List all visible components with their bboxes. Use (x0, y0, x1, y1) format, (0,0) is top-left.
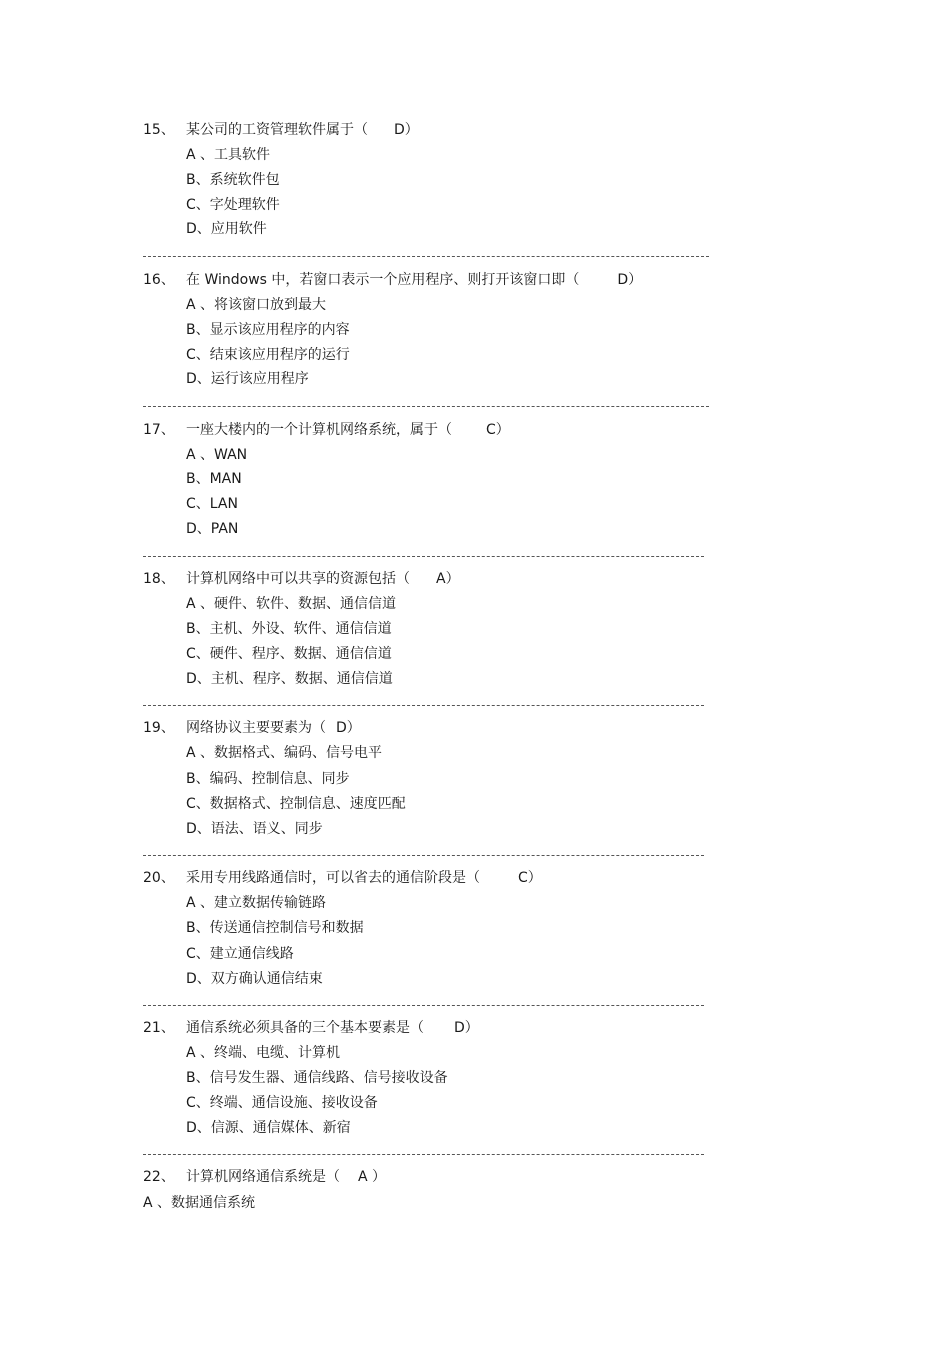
question-stem (186, 120, 419, 140)
separator-line (143, 705, 704, 706)
option: D、运行该应用程序 (186, 371, 309, 387)
question-answer: C） (486, 422, 510, 438)
separator-line (143, 1154, 704, 1155)
question-text: 采用专用线路通信时，可以省去的通信阶段是（ (186, 870, 480, 886)
question-number: 21、 (143, 1020, 175, 1036)
question-number: 15、 (143, 122, 175, 138)
question-number: 17、 (143, 422, 175, 438)
option: A 、工具软件 (186, 147, 271, 163)
question-answer: A ） (358, 1169, 387, 1185)
option: C、LAN (186, 496, 238, 512)
question-number: 22、 (143, 1169, 175, 1185)
option: C、字处理软件 (186, 197, 280, 213)
question-text: 网络协议主要要素为（ (186, 720, 326, 736)
option: C、硬件、程序、数据、通信信道 (186, 646, 392, 662)
question-stem (186, 718, 361, 738)
question-answer: D） (617, 272, 643, 288)
separator-line (143, 256, 709, 257)
question-stem (186, 270, 642, 290)
question-number: 20、 (143, 870, 175, 886)
option: A 、数据格式、编码、信号电平 (186, 745, 383, 761)
option: D、应用软件 (186, 221, 267, 237)
option: B、系统软件包 (186, 172, 280, 188)
option: C、终端、通信设施、接收设备 (186, 1095, 378, 1111)
separator-line (143, 406, 709, 407)
separator-line (143, 855, 704, 856)
option: A 、终端、电缆、计算机 (186, 1045, 341, 1061)
question-number: 18、 (143, 571, 175, 587)
question-stem (186, 420, 510, 440)
question-text: 通信系统必须具备的三个基本要素是（ (186, 1020, 424, 1036)
question-stem (186, 569, 460, 589)
question-text: 一座大楼内的一个计算机网络系统，属于（ (186, 422, 452, 438)
question-text: 计算机网络通信系统是（ (186, 1169, 340, 1185)
option: D、PAN (186, 521, 239, 537)
option: D、信源、通信媒体、新宿 (186, 1120, 351, 1136)
question-answer: A） (436, 571, 460, 587)
option: A 、硬件、软件、数据、通信信道 (186, 596, 397, 612)
option: B、主机、外设、软件、通信信道 (186, 621, 392, 637)
option: A 、将该窗口放到最大 (186, 297, 327, 313)
option: C、建立通信线路 (186, 946, 294, 962)
separator-line (143, 1005, 704, 1006)
option: B、传送通信控制信号和数据 (186, 920, 364, 936)
question-text: 在 Windows 中，若窗口表示一个应用程序、则打开该窗口即（ (186, 272, 580, 288)
question-answer: D） (454, 1020, 479, 1036)
question-text: 某公司的工资管理软件属于（ (186, 122, 368, 138)
option: A 、建立数据传输链路 (186, 895, 327, 911)
option: B、编码、控制信息、同步 (186, 771, 350, 787)
question-answer: C） (518, 870, 542, 886)
option: C、结束该应用程序的运行 (186, 347, 350, 363)
option: B、信号发生器、通信线路、信号接收设备 (186, 1070, 448, 1086)
option: A 、WAN (186, 447, 248, 463)
option: B、MAN (186, 471, 242, 487)
question-stem (186, 868, 542, 888)
option: D、双方确认通信结束 (186, 971, 323, 987)
option: D、主机、程序、数据、通信信道 (186, 671, 393, 687)
question-text: 计算机网络中可以共享的资源包括（ (186, 571, 410, 587)
question-number: 19、 (143, 720, 175, 736)
option: C、数据格式、控制信息、速度匹配 (186, 796, 406, 812)
question-number: 16、 (143, 272, 175, 288)
option: B、显示该应用程序的内容 (186, 322, 350, 338)
option: A 、数据通信系统 (143, 1195, 256, 1211)
question-answer: D） (336, 720, 361, 736)
question-stem (186, 1167, 386, 1187)
option: D、语法、语义、同步 (186, 821, 323, 837)
question-stem (186, 1018, 479, 1038)
question-answer: D） (394, 122, 419, 138)
separator-line (143, 556, 704, 557)
